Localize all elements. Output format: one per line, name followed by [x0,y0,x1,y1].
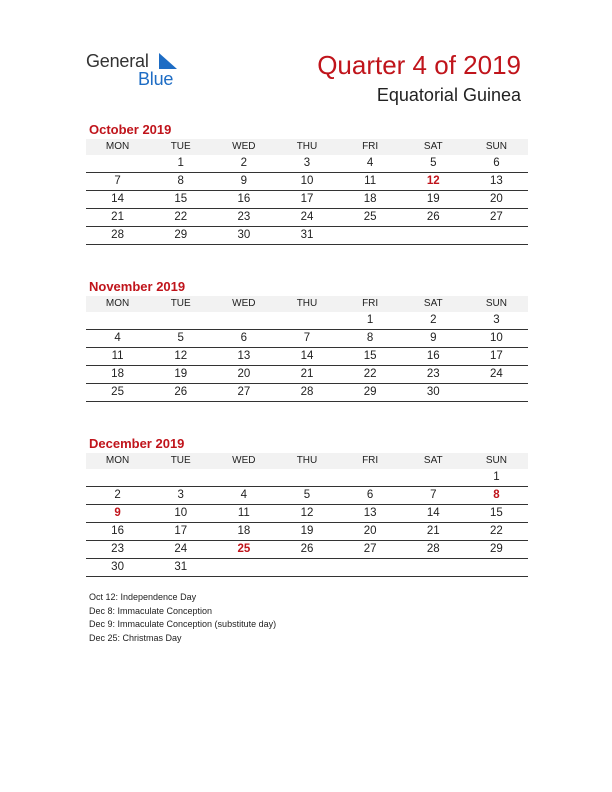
day-cell: 28 [275,384,338,402]
weekday-header: SAT [402,453,465,469]
day-cell: 6 [212,330,275,348]
holiday-notes [89,591,276,645]
day-cell [275,469,338,487]
weekday-header: THU [275,139,338,155]
day-cell: 11 [339,173,402,191]
weekday-header: THU [275,453,338,469]
day-cell [149,469,212,487]
month-title: November 2019 [89,279,186,294]
weekday-header-row [86,139,528,155]
day-cell: 5 [275,487,338,505]
day-cell: 9 [212,173,275,191]
day-cell: 1 [465,469,528,487]
day-cell: 16 [86,523,149,541]
month-block-december [86,435,528,577]
logo [86,50,196,90]
day-cell: 7 [275,330,338,348]
day-cell: 23 [86,541,149,559]
day-cell: 26 [275,541,338,559]
month-block-october [86,121,528,245]
day-cell: 23 [402,366,465,384]
day-cell: 14 [402,505,465,523]
day-cell [465,559,528,577]
week-row [86,191,528,209]
week-row [86,505,528,523]
day-cell: 20 [339,523,402,541]
weekday-header: WED [212,139,275,155]
day-cell: 25 [212,541,275,559]
weekday-header: WED [212,296,275,312]
logo-triangle-icon [159,53,177,69]
day-cell: 31 [275,227,338,245]
logo-text-blue: Blue [138,69,174,89]
calendar-table [86,139,528,245]
day-cell: 2 [402,312,465,330]
day-cell: 27 [212,384,275,402]
weekday-header: FRI [339,453,402,469]
day-cell: 29 [465,541,528,559]
day-cell: 21 [86,209,149,227]
country-subtitle: Equatorial Guinea [376,85,521,105]
week-row [86,173,528,191]
weekday-header: MON [86,453,149,469]
day-cell: 30 [402,384,465,402]
day-cell: 27 [339,541,402,559]
day-cell: 8 [339,330,402,348]
calendar-table [86,453,528,577]
day-cell: 16 [402,348,465,366]
day-cell [339,469,402,487]
day-cell: 22 [339,366,402,384]
day-cell: 12 [275,505,338,523]
day-cell [402,559,465,577]
day-cell: 28 [402,541,465,559]
day-cell: 5 [402,155,465,173]
day-cell [275,559,338,577]
day-cell [86,312,149,330]
day-cell: 24 [149,541,212,559]
day-cell: 29 [339,384,402,402]
day-cell: 8 [149,173,212,191]
day-cell: 11 [86,348,149,366]
day-cell: 6 [465,155,528,173]
day-cell [339,559,402,577]
day-cell: 2 [86,487,149,505]
day-cell: 27 [465,209,528,227]
holiday-note: Dec 9: Immaculate Conception (substitute day) [89,619,277,629]
day-cell: 23 [212,209,275,227]
day-cell: 24 [275,209,338,227]
day-cell [402,469,465,487]
day-cell: 7 [86,173,149,191]
day-cell: 15 [465,505,528,523]
week-row [86,384,528,402]
week-row [86,366,528,384]
week-row [86,312,528,330]
day-cell: 3 [149,487,212,505]
day-cell: 1 [149,155,212,173]
weekday-header: MON [86,139,149,155]
logo-text-general: General [86,51,149,71]
day-cell: 15 [339,348,402,366]
day-cell: 8 [465,487,528,505]
day-cell: 15 [149,191,212,209]
weekday-header: SAT [402,139,465,155]
weekday-header: SAT [402,296,465,312]
day-cell: 30 [86,559,149,577]
day-cell [212,312,275,330]
day-cell: 18 [86,366,149,384]
day-cell: 13 [212,348,275,366]
day-cell: 26 [402,209,465,227]
day-cell: 4 [339,155,402,173]
day-cell: 22 [465,523,528,541]
day-cell: 1 [339,312,402,330]
day-cell: 4 [86,330,149,348]
weekday-header: TUE [149,453,212,469]
week-row [86,523,528,541]
week-row [86,469,528,487]
day-cell [465,384,528,402]
day-cell [465,227,528,245]
day-cell: 28 [86,227,149,245]
day-cell: 19 [402,191,465,209]
week-row [86,559,528,577]
day-cell: 12 [402,173,465,191]
day-cell: 30 [212,227,275,245]
day-cell: 18 [212,523,275,541]
day-cell: 19 [275,523,338,541]
day-cell: 2 [212,155,275,173]
day-cell: 11 [212,505,275,523]
weekday-header: SUN [465,453,528,469]
day-cell: 10 [465,330,528,348]
day-cell: 3 [465,312,528,330]
week-row [86,227,528,245]
day-cell: 20 [465,191,528,209]
day-cell: 14 [86,191,149,209]
day-cell: 12 [149,348,212,366]
weekday-header: MON [86,296,149,312]
weekday-header: FRI [339,296,402,312]
day-cell: 17 [465,348,528,366]
month-title: October 2019 [89,122,172,137]
week-row [86,348,528,366]
day-cell: 9 [86,505,149,523]
holiday-note: Oct 12: Independence Day [89,592,197,602]
weekday-header: SUN [465,296,528,312]
day-cell: 16 [212,191,275,209]
month-title: December 2019 [89,436,185,451]
page-title: Quarter 4 of 2019 [317,50,521,80]
day-cell: 21 [402,523,465,541]
weekday-header: TUE [149,296,212,312]
day-cell: 17 [149,523,212,541]
day-cell: 10 [275,173,338,191]
day-cell [402,227,465,245]
day-cell: 13 [339,505,402,523]
day-cell: 9 [402,330,465,348]
day-cell: 26 [149,384,212,402]
day-cell: 25 [86,384,149,402]
day-cell: 29 [149,227,212,245]
day-cell: 4 [212,487,275,505]
weekday-header: THU [275,296,338,312]
day-cell: 13 [465,173,528,191]
day-cell: 22 [149,209,212,227]
day-cell: 5 [149,330,212,348]
day-cell [212,469,275,487]
week-row [86,541,528,559]
day-cell: 25 [339,209,402,227]
calendar-table [86,296,528,402]
week-row [86,155,528,173]
weekday-header: SUN [465,139,528,155]
month-block-november [86,278,528,402]
day-cell: 21 [275,366,338,384]
day-cell: 7 [402,487,465,505]
day-cell: 19 [149,366,212,384]
day-cell [212,559,275,577]
day-cell: 14 [275,348,338,366]
weekday-header: WED [212,453,275,469]
weekday-header-row [86,453,528,469]
week-row [86,209,528,227]
day-cell [149,312,212,330]
weekday-header: FRI [339,139,402,155]
day-cell: 20 [212,366,275,384]
day-cell [86,469,149,487]
weekday-header: TUE [149,139,212,155]
day-cell: 17 [275,191,338,209]
day-cell [275,312,338,330]
day-cell [86,155,149,173]
weekday-header-row [86,296,528,312]
day-cell [339,227,402,245]
day-cell: 18 [339,191,402,209]
holiday-note: Dec 25: Christmas Day [89,632,182,643]
week-row [86,330,528,348]
week-row [86,487,528,505]
day-cell: 10 [149,505,212,523]
day-cell: 3 [275,155,338,173]
day-cell: 24 [465,366,528,384]
day-cell: 31 [149,559,212,577]
day-cell: 6 [339,487,402,505]
holiday-note: Dec 8: Immaculate Conception [89,605,213,616]
